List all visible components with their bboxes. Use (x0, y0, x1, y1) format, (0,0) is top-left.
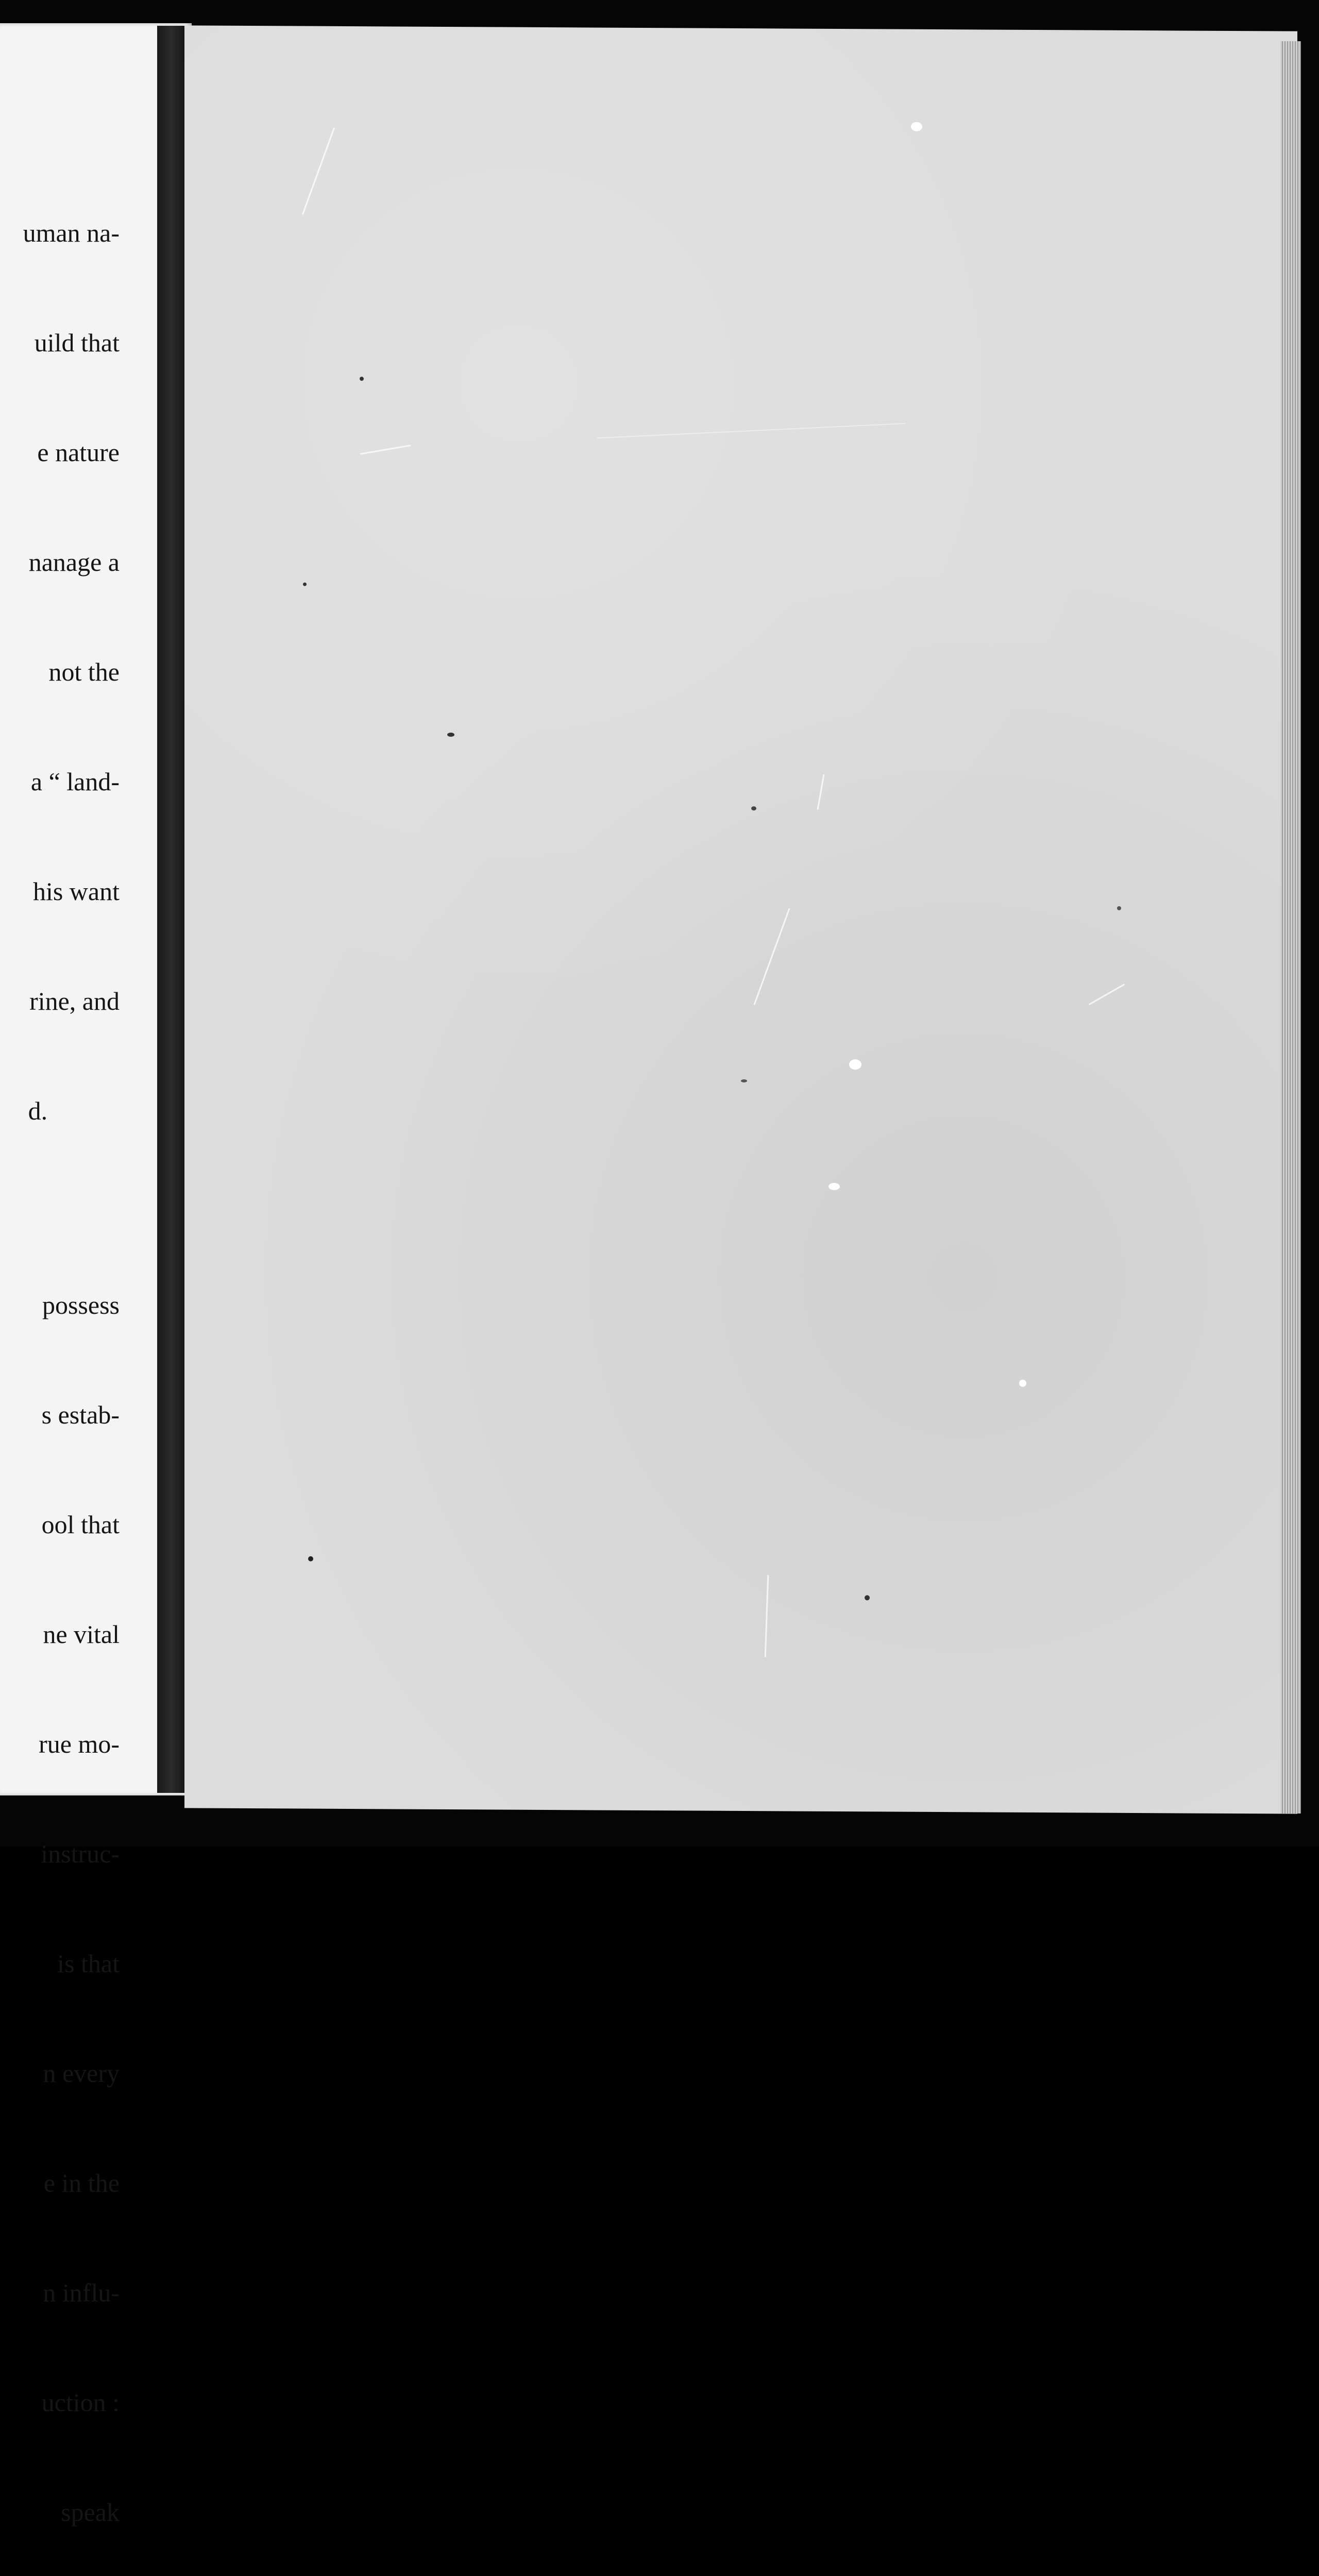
paper-fibre (753, 908, 790, 1006)
text-line: his want (32, 877, 120, 906)
left-page-text (23, 142, 120, 2576)
paper-speck (849, 1059, 861, 1070)
text-line: d. (28, 1096, 48, 1125)
paper-fibre (1089, 984, 1125, 1005)
text-line: speak (61, 2498, 120, 2527)
paper-fibre (597, 423, 905, 438)
text-line: rue mo- (39, 1730, 120, 1758)
paper-fibre (360, 445, 411, 455)
paper-speck (303, 583, 307, 586)
text-line: nanage a (28, 548, 120, 577)
text-line: s estab- (41, 1400, 120, 1429)
text-line: a “ land- (30, 767, 120, 796)
paper-speck (360, 377, 364, 381)
text-line: e nature (37, 438, 120, 467)
text-line: n influ- (43, 2278, 120, 2307)
paper-speck (1117, 906, 1121, 910)
text-line: uction : (41, 2388, 120, 2417)
text-line: n every (43, 2059, 120, 2088)
paper-speck (741, 1079, 747, 1082)
paper-speck (865, 1595, 870, 1600)
paper-fibre (817, 774, 824, 810)
text-line: not the (48, 657, 120, 686)
paper-speck (308, 1556, 313, 1562)
paper-fibre (765, 1575, 769, 1657)
page-fore-edge (1280, 41, 1301, 1814)
text-line: is that (57, 1949, 120, 1978)
text-line: ne vital (43, 1620, 120, 1649)
text-line: rine, and (29, 987, 120, 1015)
paper-fibre (302, 127, 335, 215)
paper-speck (911, 122, 922, 131)
paper-speck (751, 806, 756, 810)
paper-speck (828, 1183, 840, 1190)
text-line: possess (42, 1291, 120, 1319)
paper-speck (447, 733, 454, 737)
blank-right-page (184, 25, 1297, 1814)
paragraph-gap (23, 1202, 120, 1214)
text-line: uman na- (23, 218, 120, 247)
text-line: e in the (43, 2168, 120, 2197)
paper-speck (1019, 1380, 1026, 1387)
text-line: uild that (34, 328, 120, 357)
text-line: instruc- (41, 1839, 120, 1868)
text-line: ool that (41, 1510, 120, 1539)
